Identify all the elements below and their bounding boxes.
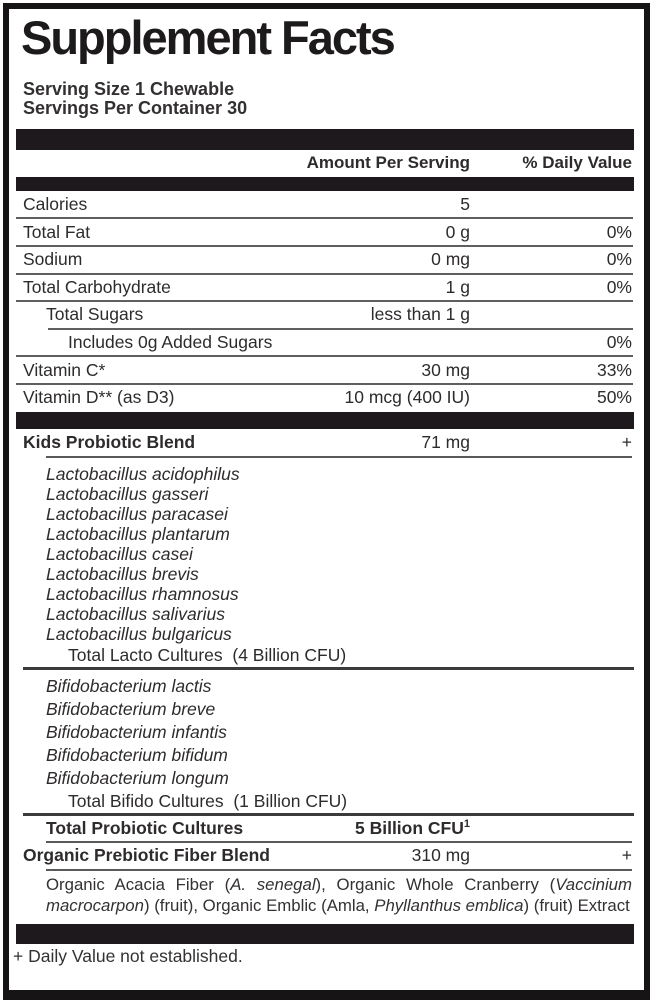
nutrient-amount: 1 g [445, 276, 470, 297]
bifido-cultures-total: Total Bifido Cultures (1 Billion CFU) [68, 790, 348, 811]
nutrient-dv: 0% [606, 276, 632, 297]
supplement-facts-panel [3, 3, 650, 1000]
serving-size: Serving Size 1 Chewable [23, 78, 235, 99]
nutrient-label: Calories [23, 194, 88, 215]
species-item: Lactobacillus plantarum [46, 523, 230, 544]
fiber-desc-segment: ), Organic Whole Cranberry ( [315, 874, 556, 894]
nutrient-row-total-carbohydrate [9, 274, 644, 302]
nutrient-row-total-fat [9, 218, 644, 246]
nutrient-dv: 33% [596, 359, 632, 380]
nutrient-row-vitamin-c [9, 356, 644, 384]
servings-per-container: Servings Per Container 30 [23, 97, 248, 118]
fiber-amount: 310 mg [411, 845, 470, 866]
lacto-species-list [9, 464, 644, 644]
amount-per-serving-header: Amount Per Serving [306, 153, 470, 173]
species-item: Lactobacillus rhamnosus [46, 583, 239, 604]
species-item: Lactobacillus salivarius [46, 603, 225, 624]
nutrient-row-calories [9, 191, 644, 219]
species-item: Bifidobacterium breve [46, 698, 216, 719]
total-probiotic-row [9, 816, 644, 841]
total-probiotic-amount [355, 818, 470, 839]
fiber-desc-segment: ) (fruit), Organic Emblic (Amla, [143, 895, 375, 915]
fiber-desc-latin-name: Vaccinium macrocarpon [46, 874, 632, 915]
nutrient-label: Vitamin C* [23, 359, 106, 380]
nutrient-amount: 10 mcg (400 IU) [344, 387, 470, 408]
fiber-dv: + [621, 845, 632, 866]
nutrient-dv: 0% [606, 332, 632, 353]
nutrient-amount: 0 mg [431, 249, 470, 270]
panel-title: Supplement Facts [21, 11, 394, 64]
fiber-desc-latin-name: Phyllanthus emblica [374, 895, 524, 915]
fiber-underline [46, 869, 632, 871]
species-item: Bifidobacterium bifidum [46, 744, 228, 765]
divider-bar-bottom [16, 924, 634, 944]
blend-dv: + [621, 431, 632, 452]
fiber-blend-row [9, 843, 644, 869]
blend-underline [46, 456, 632, 458]
nutrient-label: Vitamin D** (as D3) [23, 387, 175, 408]
fiber-desc-segment: ) (fruit) Extract [523, 895, 630, 915]
species-item: Lactobacillus paracasei [46, 503, 228, 524]
bifido-species-list [9, 675, 644, 790]
species-item: Bifidobacterium lactis [46, 675, 212, 696]
nutrient-row-vitamin-d [9, 384, 644, 412]
blend-amount: 71 mg [421, 431, 470, 452]
nutrient-label: Sodium [23, 249, 83, 270]
nutrient-dv: 50% [596, 387, 632, 408]
nutrient-row-added-sugars [9, 329, 644, 357]
fiber-desc-segment: Organic Acacia Fiber ( [46, 874, 231, 894]
daily-value-footnote: + Daily Value not established. [13, 945, 243, 966]
nutrient-label: Total Fat [23, 221, 91, 242]
divider-bar-top [16, 129, 634, 150]
species-item: Bifidobacterium longum [46, 767, 229, 788]
nutrient-row-total-sugars [9, 301, 644, 329]
fiber-desc-latin-name: A. senegal [230, 874, 316, 894]
lacto-bifido-separator [23, 667, 634, 670]
nutrient-amount: 0 g [445, 221, 470, 242]
footnote-superscript: 1 [463, 817, 470, 830]
lacto-cultures-total: Total Lacto Cultures (4 Billion CFU) [68, 644, 347, 665]
species-item: Lactobacillus brevis [46, 563, 199, 584]
divider-bar-header [16, 177, 634, 191]
probiotic-blend-row [9, 429, 644, 456]
species-item: Lactobacillus acidophilus [46, 463, 240, 484]
nutrient-amount: 30 mg [421, 359, 470, 380]
serving-info [23, 80, 644, 118]
species-item: Lactobacillus gasseri [46, 483, 209, 504]
column-header-row [9, 150, 644, 177]
nutrient-label: Includes 0g Added Sugars [68, 332, 273, 353]
nutrient-label: Total Sugars [46, 304, 144, 325]
nutrient-amount: less than 1 g [370, 304, 470, 325]
nutrient-dv: 0% [606, 221, 632, 242]
nutrient-dv: 0% [606, 249, 632, 270]
species-item: Lactobacillus casei [46, 543, 193, 564]
daily-value-header: % Daily Value [522, 153, 632, 173]
fiber-label: Organic Prebiotic Fiber Blend [23, 845, 270, 866]
total-probiotic-amount-text: 5 Billion CFU [354, 817, 464, 838]
blend-label: Kids Probiotic Blend [23, 431, 196, 452]
total-probiotic-label: Total Probiotic Cultures [46, 817, 244, 838]
species-item: Lactobacillus bulgaricus [46, 623, 232, 644]
nutrient-label: Total Carbohydrate [23, 276, 171, 297]
species-item: Bifidobacterium infantis [46, 721, 227, 742]
divider-bar-probiotic [16, 412, 634, 429]
nutrient-row-sodium [9, 246, 644, 274]
nutrient-amount: 5 [460, 194, 470, 215]
fiber-description [46, 874, 632, 916]
